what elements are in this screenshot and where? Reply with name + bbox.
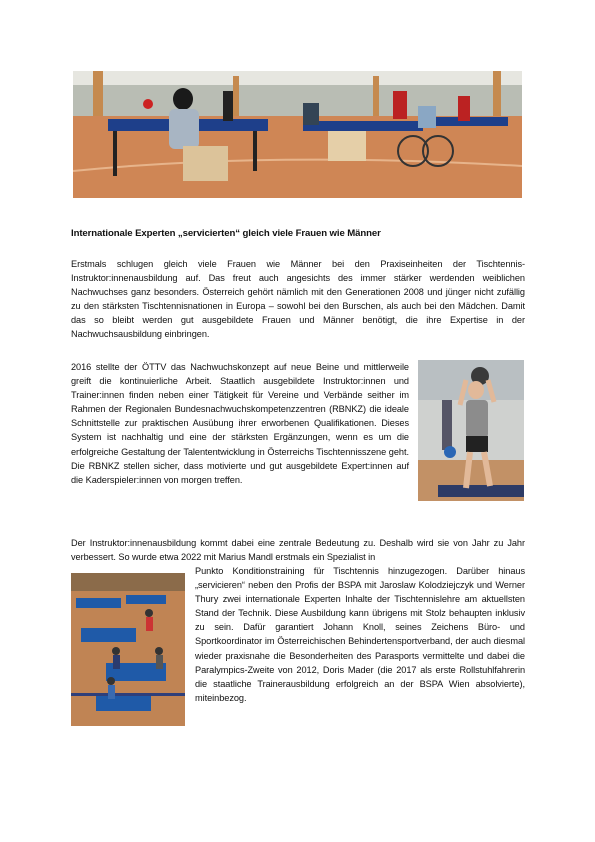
photo-table-tennis-hall [73,71,522,198]
paragraph-intro: Erstmals schlugen gleich viele Frauen wie Männer bei den Praxiseinheiten der Tischtennis-Instruktor:innenausbildung auf. Das freut auch angesichts des immer stärker werdenden weiblichen Nachwuchses ganz besonders. Österreich gehört nämlich mit den Generationen 2008 und jünger nicht zufällig zu den stärksten Tischtennisnationen in Europa – sowohl bei den Burschen, als auch bei den Mädchen. Damit das so bleibt werden gut ausgebildete Frauen und Männer benötigt, die ihre Expertise in der Nachwuchsausbildung einbringen. [71,259,525,340]
paragraph-instructor-intro: Der Instruktor:innenausbildung kommt dabei eine zentrale Bedeutung zu. Deshalb wird sie von Jahr zu Jahr verbessert. So wurde etwa 2022 mit Marius Mandl erstmals ein Spezialist in [71,538,525,563]
paragraph-youth-concept: 2016 stellte der ÖTTV das Nachwuchskonzept auf neue Beine und mittlerweile greift die kontinuierliche Arbeit. Staatlich ausgebildete Instruktor:innen und Trainer:innen finden neben einer Tätigkeit für Vereine und Verbände seither im Rahmen der Regionalen Bundesnachwuchskompetenzzentren (RBNKZ) die ideale Schnittstelle zur praktischen Ausübung ihrer erworbenen Qualifikationen. Dieses System ist nachhaltig und eine der stärksten Ergänzungen, wenn es um die erfolgreiche Gestaltung der Talententwicklung in Österreichs Tischtennisszene geht. Die RBNKZ stellen sicher, dass motivierte und gut ausgebildete Expert:innen auf die Kaderspieler:innen von morgen treffen. [71,362,409,485]
paragraph-instructor-details: Punkto Konditionstraining für Tischtennis hinzugezogen. Darüber hinaus „servicieren“ neben den Profis der BSPA mit Jaroslaw Kolodziejczyk und Werner Thury zwei internationale Experten Inhalte der Tischtennislehre am aktuellsten Stand der Technik. Diese Ausbildung kann übrigens mit Stolz behaupten inklusiv zu sein. Dafür garantiert Johann Knoll, seines Zeichens Büro- und Sportkoordinator im Österreichischen Behindertensportverband, der auch diesmal wieder praxisnahe die Besonderheiten des Parasports vermittelte und dabei die Paralympics-Zweite von 2012, Doris Mader (die 2017 als erste Rollstuhlfahrerin die staatliche Trainerausbildung erfolgreich an der BSPA Wien absolvierte), miteinbezog. [195,566,525,703]
article-heading: Internationale Experten „servicierten“ gleich viele Frauen wie Männer [71,228,381,239]
photo-training-hall [71,573,185,726]
photo-fitness-training [418,360,524,501]
